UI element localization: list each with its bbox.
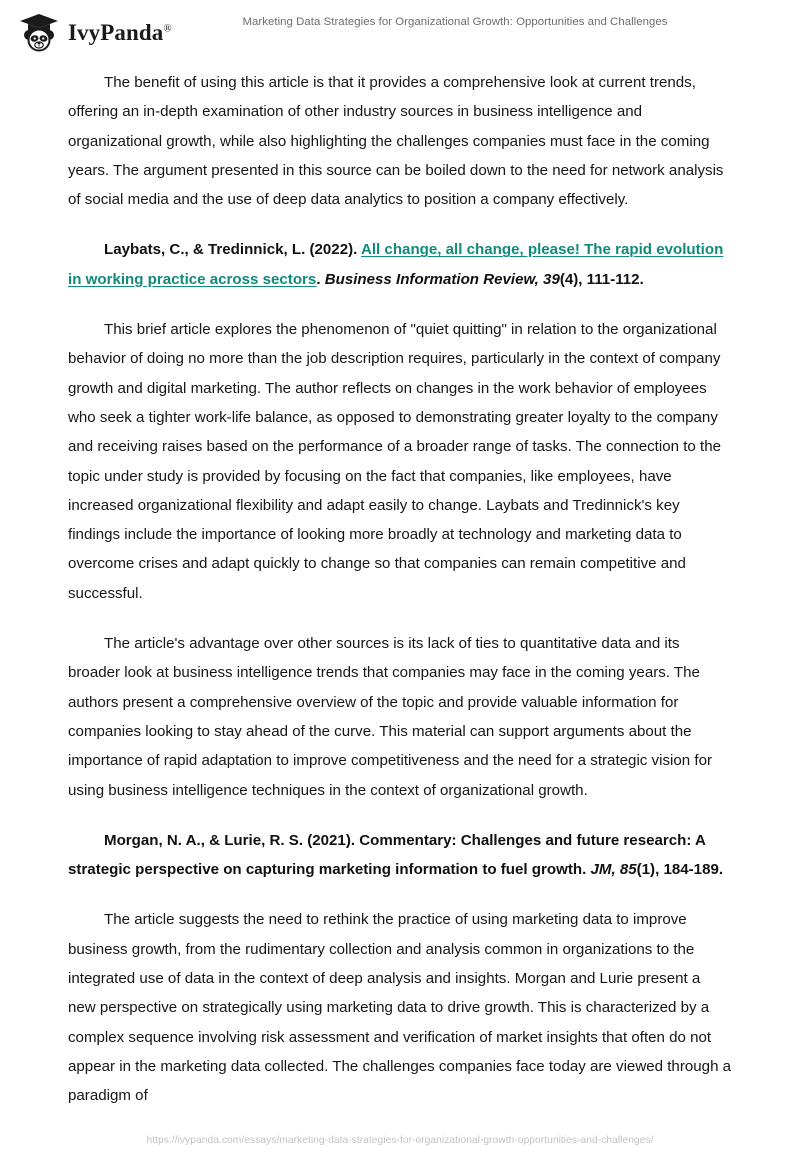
citation-journal-volume: Business Information Review, 39 <box>324 270 560 288</box>
footer-source-url[interactable]: https://ivypanda.com/essays/marketing-data-strategies-for-organizational-growth-opportunities-and-challenges/ <box>146 1135 654 1146</box>
document-title-header: Marketing Data Strategies for Organizational Growth: Opportunities and Challenges <box>242 16 668 28</box>
citation-title-link[interactable]: All change, all change, please! The rapid evolution in working practice across sectors <box>68 241 724 288</box>
citation2-issue-pages: (1), 184-189. <box>636 861 724 879</box>
citation-authors-year: Laybats, C., & Tredinnick, L. (2022). <box>104 241 361 259</box>
document-body <box>68 68 732 1132</box>
paragraph-quiet-quitting: This brief article explores the phenomenon of "quiet quitting" in relation to the organizational behavior of doing no more than the job description requires, particularly in the context of company growth and digital marketing. The author reflects on changes in the work behavior of employees who seek a tighter work-life balance, as opposed to demonstrating greater loyalty to the company and receiving raises based on the performance of a broader range of tasks. The connection to the topic under study is provided by focusing on the fact that companies, like employees, have increased organizational flexibility and adapt easily to change. Laybats and Tredinnick's key findings include the importance of looking more broadly at technology and marketing data to overcome crises and adapt quickly to change so that companies can remain competitive and successful. <box>68 321 721 602</box>
citation2-journal-volume: JM, 85 <box>590 861 637 879</box>
citation-morgan-lurie <box>68 826 732 885</box>
brand-name-text: IvyPanda <box>68 19 164 45</box>
registered-mark: ® <box>163 21 172 34</box>
paragraph-benefit-of-article: The benefit of using this article is that it provides a comprehensive look at current trends, offering an in-depth examination of other industry sources in business intelligence and organizational growth, while also highlighting the challenges companies must face in the coming years. The argument presented in this source can be boiled down to the need for network analysis of social media and the use of deep data analytics to position a company effectively. <box>68 74 724 209</box>
page-header <box>0 0 800 62</box>
paragraph-article-advantage: The article's advantage over other sources is its lack of ties to quantitative data and its broader look at business intelligence trends that companies may face in the coming years. The authors present a comprehensive overview of the topic and provide valuable information for companies looking to stay ahead of the curve. This material can support arguments about the importance of rapid adaptation to improve competitiveness and the need for a strategic vision for using business intelligence techniques in the context of organizational growth. <box>68 635 713 799</box>
citation-separator: . <box>316 270 325 288</box>
citation-issue-pages: (4), 111-112. <box>559 270 644 288</box>
citation-laybats-tredinnick <box>68 235 732 294</box>
paragraph-rethink-marketing-data: The article suggests the need to rethink the practice of using marketing data to improve business growth, from the rudimentary collection and analysis common in organizations to the integrated use of data in the context of deep analysis and insights. Morgan and Lurie present a new perspective on strategically using marketing data to drive growth. This is characterized by a complex sequence involving risk assessment and verification of market insights that often do not appear in the marketing data collected. The challenges companies face today are viewed through a paradigm of <box>68 911 732 1105</box>
citation2-authors-title: Morgan, N. A., & Lurie, R. S. (2021). Commentary: Challenges and future research: A strategic perspective on capturing marketing information to fuel growth. <box>68 831 706 879</box>
